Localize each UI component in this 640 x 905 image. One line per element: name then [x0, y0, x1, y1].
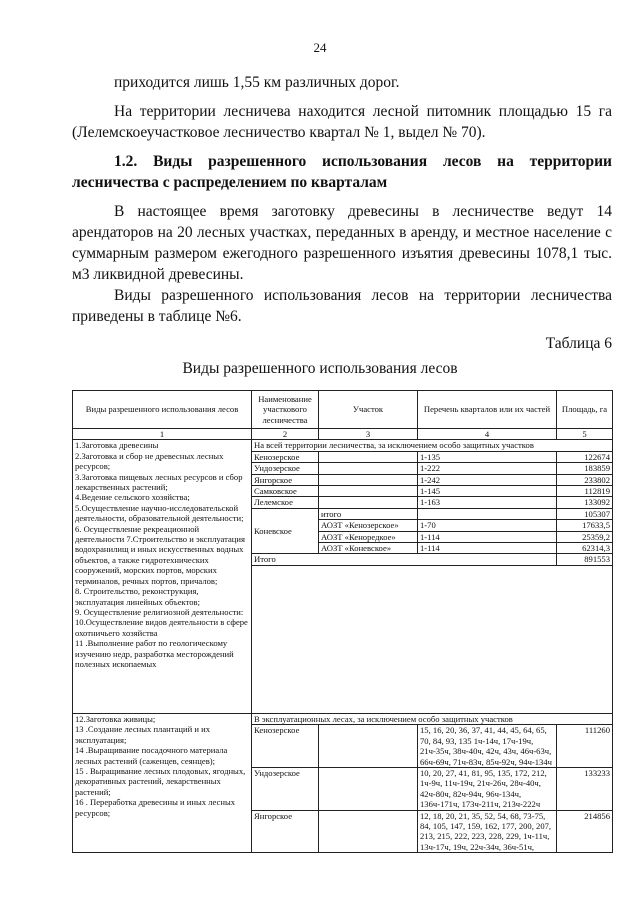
quarters-list: 1-145 — [418, 486, 557, 497]
forest-use-table — [72, 390, 613, 853]
col-number: 4 — [418, 429, 557, 440]
use-types-cell-group2 — [73, 713, 252, 852]
paragraph-table-ref: Виды разрешенного использования лесов на территории лесничества приведены в таблице №6. — [72, 287, 612, 325]
plot-name — [319, 463, 418, 474]
quarters-list: 12, 18, 20, 21, 35, 52, 54, 68, 73-75, 84, 105, 147, 159, 162, 177, 200, 207, 213, 215, 222, 223, 228, 229, 1ч-11ч, 13ч-17ч, 19ч, 22ч-34ч, 36ч-51ч, — [418, 810, 557, 853]
itogo-label: итого — [319, 508, 418, 519]
page-number: 24 — [313, 40, 327, 55]
paragraph-harvesting: В настоящее время заготовку древесины в лесничестве ведут 14 арендаторов на 20 лесных участках, переданных в аренду, и местное население с суммарным размером ежегодного разрешенного изъятия древесины 1078,1 тыс. м3 ликвидной древесины. — [72, 203, 612, 283]
quarters-list: 10, 20, 27, 41, 81, 95, 135, 172, 212, 1ч-9ч, 11ч-19ч, 21ч-26ч, 28ч-40ч, 42ч-80ч, 82ч-94ч, 96ч-134ч, 136ч-171ч, 173ч-211ч, 213ч-222ч — [418, 767, 557, 810]
use-type-item: 12.Заготовка живицы; — [75, 713, 156, 724]
col-number: 1 — [73, 429, 252, 440]
col-number: 5 — [557, 429, 613, 440]
plot-name — [319, 810, 418, 853]
empty-cell — [252, 565, 613, 713]
plot-name — [319, 497, 418, 508]
quarters-list — [418, 508, 557, 519]
district-name: Ундозерское — [252, 463, 319, 474]
total-area: 891553 — [557, 554, 613, 565]
span-note-group1: На всей территории лесничества, за исключением особо защитных участков — [252, 440, 613, 451]
table-row — [73, 440, 613, 451]
section-heading-text: 1.2. Виды разрешенного использования лесов на территории лесничества с распределением по кварталам — [72, 153, 612, 191]
use-type-item: 8. Строительство, реконструкция, эксплуатация линейных объектов; — [75, 586, 200, 607]
use-type-item: 13 .Создание лесных плантаций и их эксплуатация; — [75, 724, 211, 745]
col-number: 3 — [319, 429, 418, 440]
district-name: Кенозерское — [252, 725, 319, 768]
plot-name — [319, 767, 418, 810]
area-value: 233802 — [557, 474, 613, 485]
use-type-item: 14 .Выращивание посадочного материала лесных растений (саженцев, сеянцев); — [75, 745, 228, 766]
span-note-group2: В эксплуатационных лесах, за исключением особо защитных участков — [252, 713, 613, 724]
plot-name — [319, 451, 418, 462]
plot-name — [319, 725, 418, 768]
use-type-item: 3.Заготовка пищевых лесных ресурсов и сбор лекарственных растений; — [75, 471, 243, 493]
area-value: 122674 — [557, 451, 613, 462]
use-type-item: 2.Заготовка и сбор не древесных лесных ресурсов; — [75, 450, 224, 472]
paragraph-roads: приходится лишь 1,55 км различных дорог. — [114, 74, 400, 91]
total-label: Итого — [252, 554, 557, 565]
header-plot: Участок — [319, 391, 418, 429]
use-type-item: 11 .Выполнение работ по геологическому изучению недр, разработка месторождений полезных ископаемых — [75, 638, 234, 669]
table-title: Виды разрешенного использования лесов — [182, 360, 458, 377]
paragraph-nursery: На территории лесничева находится лесной питомник площадью 15 га (Лелемскоеучастковое лесничество квартал № 1, выдел № 70). — [72, 103, 612, 141]
header-area: Площадь, га — [557, 391, 613, 429]
area-value: 183859 — [557, 463, 613, 474]
plot-name: АОЗТ «Кеноредкое» — [319, 531, 418, 542]
quarters-list: 1-163 — [418, 497, 557, 508]
use-type-item: 6. Осуществление рекреационной деятельности 7.Строительство и эксплуатация водохранилищ и иных искусственных водных объектов, а также гидротехнических сооружений, морских портов, морских терминалов, речных портов, причалов; — [75, 523, 245, 586]
district-name: Янгорское — [252, 474, 319, 485]
column-number-row — [73, 429, 613, 440]
use-type-item: 4.Ведение сельского хозяйства; — [75, 492, 190, 503]
col-number: 2 — [252, 429, 319, 440]
quarters-list: 15, 16, 20, 36, 37, 41, 44, 45, 64, 65, 70, 84, 93, 135 1ч-14ч, 17ч-19ч, 21ч-35ч, 38ч-40ч, 42ч, 43ч, 46ч-63ч, 66ч-69ч, 71ч-83ч, 85ч-92ч, 94ч-134ч — [418, 725, 557, 768]
header-use-type: Виды разрешенного использования лесов — [73, 391, 252, 429]
header-quarters: Перечень кварталов или их частей — [418, 391, 557, 429]
area-value: 105307 — [557, 508, 613, 519]
district-name-konevo: Коневское — [252, 508, 319, 554]
table-caption: Таблица 6 — [545, 335, 612, 352]
plot-name — [319, 486, 418, 497]
district-name: Янгорское — [252, 810, 319, 853]
area-value: 62314,3 — [557, 543, 613, 554]
header-district: Наименование участкового лесничества — [252, 391, 319, 429]
use-types-cell-group1 — [73, 440, 252, 713]
quarters-list: 1-70 — [418, 520, 557, 531]
area-value: 133092 — [557, 497, 613, 508]
use-type-item: 16 . Переработка древесины и иных лесных ресурсов; — [75, 797, 236, 818]
use-type-item: 9. Осуществление религиозной деятельности: — [75, 606, 244, 617]
quarters-list: 1-114 — [418, 531, 557, 542]
quarters-list: 1-242 — [418, 474, 557, 485]
table-row — [73, 713, 613, 724]
plot-name: АОЗТ «Кенозерское» — [319, 520, 418, 531]
district-name: Ундозерское — [252, 767, 319, 810]
quarters-list: 1-114 — [418, 543, 557, 554]
plot-name: АОЗТ «Коневское» — [319, 543, 418, 554]
section-heading — [72, 151, 612, 193]
area-value: 112819 — [557, 486, 613, 497]
quarters-list: 1-135 — [418, 451, 557, 462]
quarters-list: 1-222 — [418, 463, 557, 474]
area-value: 17633,5 — [557, 520, 613, 531]
district-name: Самковское — [252, 486, 319, 497]
area-value: 25359,2 — [557, 531, 613, 542]
area-value: 214856 — [557, 810, 613, 853]
use-type-item: 15 . Выращивание лесных плодовых, ягодных, декоративных растений, лекарственных растений; — [75, 765, 246, 797]
use-type-item: 10.Осуществление видов деятельности в сфере охотничьего хозяйства — [75, 617, 248, 638]
use-type-item: 1.Заготовка древесины — [75, 440, 159, 451]
district-name: Лелемское — [252, 497, 319, 508]
table-header-row — [73, 391, 613, 429]
area-value: 111260 — [557, 725, 613, 768]
area-value: 133233 — [557, 767, 613, 810]
plot-name — [319, 474, 418, 485]
district-name: Кенозерское — [252, 451, 319, 462]
use-type-item: 5.Осуществление научно-исследовательской деятельности, образовательной деятельности; — [75, 502, 244, 524]
